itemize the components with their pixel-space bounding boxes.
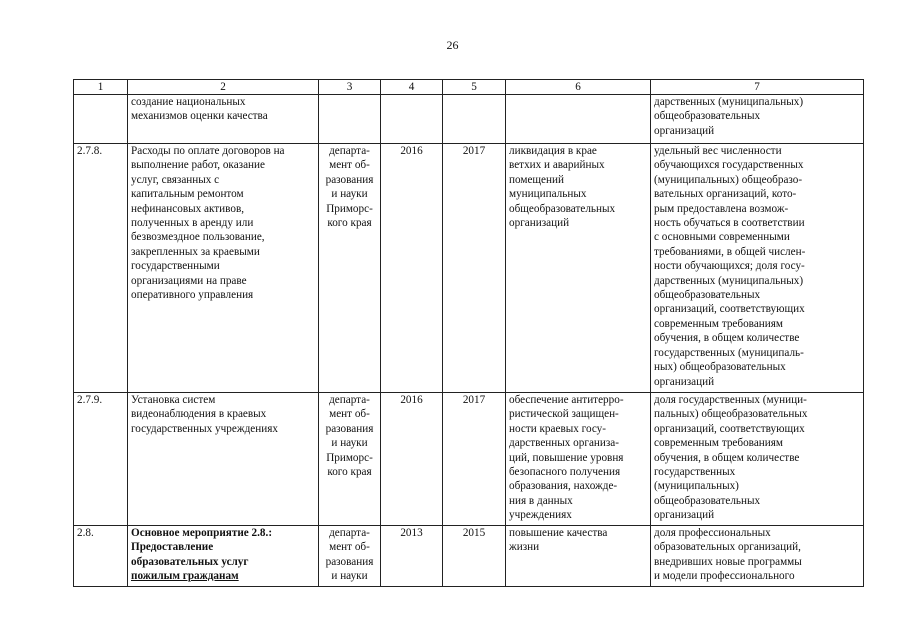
executor-cell bbox=[319, 526, 381, 587]
column-number: 3 bbox=[319, 80, 381, 95]
cell-text-line: повышение качества bbox=[509, 527, 608, 539]
row-number-cell: 2.7.9. bbox=[74, 393, 128, 526]
cell-text-line: ветхих и аварийных bbox=[509, 159, 605, 172]
end-year-cell bbox=[443, 95, 506, 144]
cell-text-line: разования bbox=[325, 173, 374, 186]
cell-text-line: организациями на праве bbox=[131, 274, 247, 287]
cell-text-line: видеонаблюдения в краевых bbox=[131, 408, 267, 421]
cell-text-line: департа- bbox=[329, 145, 370, 157]
cell-text-line: мент об- bbox=[329, 541, 370, 554]
cell-text-line: пальных) общеобразовательных bbox=[654, 408, 808, 421]
cell-text-line: закрепленных за краевыми bbox=[131, 245, 260, 258]
cell-text-line: департа- bbox=[329, 527, 370, 539]
cell-text-line: образования, нахожде- bbox=[509, 480, 618, 493]
cell-text-line: дарственных (муниципальных) bbox=[654, 274, 804, 287]
cell-text-line: департа- bbox=[329, 394, 370, 406]
cell-text-line: организаций, соответствующих bbox=[654, 422, 805, 435]
cell-text-line: безвозмездное пользование, bbox=[131, 231, 265, 244]
start-year-cell bbox=[381, 95, 443, 144]
start-year-cell: 2013 bbox=[381, 526, 443, 587]
cell-text-line: и науки bbox=[331, 437, 368, 450]
column-number: 7 bbox=[651, 80, 864, 95]
measure-name-cell bbox=[128, 526, 319, 587]
cell-text-line: Предоставление bbox=[131, 541, 214, 554]
cell-text-line: рым предоставлена возмож- bbox=[654, 202, 789, 215]
cell-text-line: дарственных организа- bbox=[509, 437, 619, 450]
cell-text-line: (муниципальных) bbox=[654, 480, 739, 493]
start-year-cell: 2016 bbox=[381, 144, 443, 393]
cell-text-line: полученных в аренду или bbox=[131, 217, 254, 230]
table-row bbox=[74, 393, 864, 526]
cell-text-line: ния в данных bbox=[509, 494, 573, 507]
cell-text-line: безопасного получения bbox=[509, 466, 621, 479]
cell-text-line: и науки bbox=[331, 188, 368, 201]
indicator-cell bbox=[651, 526, 864, 587]
cell-text-line: дарственных (муниципальных) bbox=[654, 96, 804, 108]
end-year-cell: 2015 bbox=[443, 526, 506, 587]
cell-text-line: Приморс- bbox=[326, 202, 373, 215]
cell-text-line: Основное мероприятие 2.8.: bbox=[131, 527, 273, 539]
cell-text-line: обеспечение антитерро- bbox=[509, 394, 624, 406]
cell-text-line: ность обучаться в соответствии bbox=[654, 217, 805, 230]
cell-text-line: требованиями, в общей числен- bbox=[654, 245, 806, 258]
cell-text-line: удельный вес численности bbox=[654, 145, 782, 157]
column-number-row bbox=[74, 80, 864, 95]
cell-text-line: организаций bbox=[654, 124, 715, 137]
cell-text-line: разования bbox=[325, 422, 374, 435]
cell-text-line: Приморс- bbox=[326, 451, 373, 464]
expected-result-cell bbox=[506, 526, 651, 587]
cell-text-line: государственных bbox=[654, 466, 736, 479]
cell-text-line: государственных учреждениях bbox=[131, 422, 278, 435]
cell-text-line: организаций bbox=[509, 217, 570, 230]
cell-text-line: жизни bbox=[509, 541, 540, 554]
indicator-cell bbox=[651, 95, 864, 144]
cell-text-line: мент об- bbox=[329, 408, 370, 421]
cell-text-line: оперативного управления bbox=[131, 289, 254, 302]
cell-text-line: доля государственных (муници- bbox=[654, 394, 807, 406]
cell-text-line: вательных организаций, кото- bbox=[654, 188, 797, 201]
row-number-cell: 2.8. bbox=[74, 526, 128, 587]
cell-text-line: организаций bbox=[654, 375, 715, 388]
cell-text-line: помещений bbox=[509, 173, 564, 186]
cell-text-line: ности обучающихся; доля госу- bbox=[654, 260, 805, 273]
cell-text-line: кого края bbox=[327, 217, 372, 230]
cell-text-line: Расходы по оплате договоров на bbox=[131, 145, 285, 157]
cell-text-line: образовательных услуг bbox=[131, 555, 249, 568]
cell-text-line: образовательных организаций, bbox=[654, 541, 801, 554]
measure-name-cell bbox=[128, 393, 319, 526]
executor-cell bbox=[319, 144, 381, 393]
column-number: 1 bbox=[74, 80, 128, 95]
table-row bbox=[74, 526, 864, 587]
cell-text-line: услуг, связанных с bbox=[131, 173, 220, 186]
executor-cell bbox=[319, 393, 381, 526]
cell-text-line: (муниципальных) общеобразо- bbox=[654, 173, 803, 186]
expected-result-cell bbox=[506, 95, 651, 144]
cell-text-line: доля профессиональных bbox=[654, 527, 771, 539]
cell-text-line: общеобразовательных bbox=[654, 289, 761, 302]
cell-text-line: ных) общеобразовательных bbox=[654, 361, 786, 374]
expected-result-cell bbox=[506, 144, 651, 393]
cell-text-line: современным требованиям bbox=[654, 317, 783, 330]
cell-text-line: ристической защищен- bbox=[509, 408, 619, 421]
cell-text-line: пожилым гражданам bbox=[131, 570, 239, 583]
cell-text-line: и модели профессионального bbox=[654, 570, 795, 583]
measures-table bbox=[73, 79, 864, 587]
cell-text-line: организаций bbox=[654, 509, 715, 522]
cell-text-line: и науки bbox=[331, 570, 368, 583]
cell-text-line: создание национальных bbox=[131, 96, 246, 108]
column-number: 2 bbox=[128, 80, 319, 95]
column-number: 5 bbox=[443, 80, 506, 95]
cell-text-line: ности краевых госу- bbox=[509, 422, 606, 435]
cell-text-line: государственных (муниципаль- bbox=[654, 346, 804, 359]
indicator-cell bbox=[651, 393, 864, 526]
cell-text-line: общеобразовательных bbox=[654, 110, 761, 123]
indicator-cell bbox=[651, 144, 864, 393]
cell-text-line: нефинансовых активов, bbox=[131, 202, 245, 215]
cell-text-line: учреждениях bbox=[509, 509, 572, 522]
cell-text-line: кого края bbox=[327, 466, 372, 479]
cell-text-line: общеобразовательных bbox=[509, 202, 616, 215]
end-year-cell: 2017 bbox=[443, 144, 506, 393]
row-number-cell bbox=[74, 95, 128, 144]
cell-text-line: механизмов оценки качества bbox=[131, 110, 268, 123]
expected-result-cell bbox=[506, 393, 651, 526]
cell-text-line: ликвидация в крае bbox=[509, 145, 597, 157]
cell-text-line: Установка систем bbox=[131, 394, 216, 406]
cell-text-line: выполнение работ, оказание bbox=[131, 159, 265, 172]
table-row bbox=[74, 95, 864, 144]
cell-text-line: организаций, соответствующих bbox=[654, 303, 805, 316]
measure-name-cell bbox=[128, 95, 319, 144]
column-number: 6 bbox=[506, 80, 651, 95]
table-row bbox=[74, 144, 864, 393]
cell-text-line: общеобразовательных bbox=[654, 494, 761, 507]
executor-cell bbox=[319, 95, 381, 144]
end-year-cell: 2017 bbox=[443, 393, 506, 526]
cell-text-line: обучения, в общем количестве bbox=[654, 332, 800, 345]
row-number-cell: 2.7.8. bbox=[74, 144, 128, 393]
cell-text-line: разования bbox=[325, 555, 374, 568]
cell-text-line: современным требованиям bbox=[654, 437, 783, 450]
column-number: 4 bbox=[381, 80, 443, 95]
page-number: 26 bbox=[446, 38, 459, 52]
cell-text-line: с основными современными bbox=[654, 231, 790, 244]
measure-name-cell bbox=[128, 144, 319, 393]
cell-text-line: мент об- bbox=[329, 159, 370, 172]
cell-text-line: внедривших новые программы bbox=[654, 555, 802, 568]
cell-text-line: обучающихся государственных bbox=[654, 159, 804, 172]
cell-text-line: государственными bbox=[131, 260, 220, 273]
start-year-cell: 2016 bbox=[381, 393, 443, 526]
cell-text-line: ций, повышение уровня bbox=[509, 451, 624, 464]
cell-text-line: обучения, в общем количестве bbox=[654, 451, 800, 464]
cell-text-line: капитальным ремонтом bbox=[131, 188, 244, 201]
cell-text-line: муниципальных bbox=[509, 188, 587, 201]
